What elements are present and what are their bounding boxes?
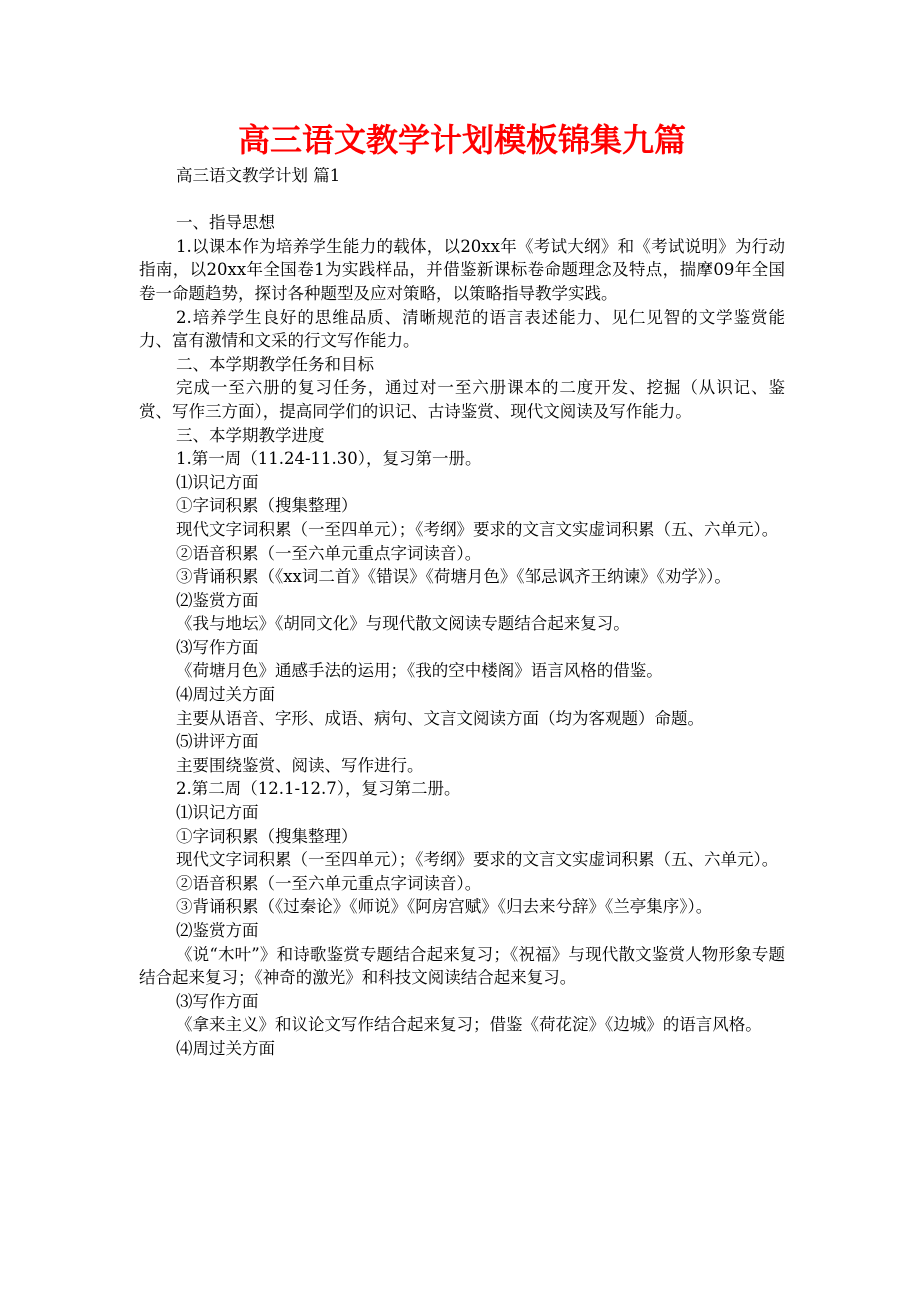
paragraph: ⑵鉴赏方面 <box>176 590 259 610</box>
document-body <box>139 211 785 1060</box>
paragraph: 一、指导思想 <box>176 213 275 233</box>
paragraph: 现代文字词积累（一至四单元）；《考纲》要求的文言文实虚词积累（五、六单元）。 <box>176 850 779 870</box>
paragraph: ②语音积累（一至六单元重点字词读音）。 <box>176 873 482 893</box>
paragraph: ③背诵积累（《xx词二首》《错误》《荷塘月色》《邹忌讽齐王纳谏》《劝学》）。 <box>176 567 731 587</box>
paragraph: ⑷周过关方面 <box>176 1038 275 1058</box>
paragraph: ①字词积累（搜集整理） <box>176 496 358 516</box>
paragraph: 主要从语音、字形、成语、病句、文言文阅读方面（均为客观题）命题。 <box>176 708 704 728</box>
paragraph: 现代文字词积累（一至四单元）；《考纲》要求的文言文实虚词积累（五、六单元）。 <box>176 519 779 539</box>
document-subtitle: 高三语文教学计划 篇1 <box>176 166 341 185</box>
paragraph: ⑶写作方面 <box>176 637 259 657</box>
paragraph: 《说“木叶”》和诗歌鉴赏专题结合起来复习；《祝福》与现代散文鉴赏人物形象专题结合起来复习；《神奇的激光》和科技文阅读结合起来复习。 <box>139 944 785 988</box>
paragraph: ⑸讲评方面 <box>176 732 259 752</box>
paragraph: 2.第二周（12.1-12.7），复习第二册。 <box>176 779 461 799</box>
paragraph: ③背诵积累（《过秦论》《师说》《阿房宫赋》《归去来兮辞》《兰亭集序》）。 <box>176 897 713 917</box>
paragraph: 主要围绕鉴赏、阅读、写作进行。 <box>176 755 424 775</box>
paragraph: ⑴识记方面 <box>176 803 259 823</box>
paragraph: ⑵鉴赏方面 <box>176 921 259 940</box>
paragraph: ⑴识记方面 <box>176 472 259 492</box>
document-title: 高三语文教学计划模板锦集九篇 <box>237 121 686 159</box>
paragraph: 三、本学期教学进度 <box>176 425 325 445</box>
paragraph: 1.第一周（11.24-11.30），复习第一册。 <box>176 449 482 469</box>
paragraph: ⑷周过关方面 <box>176 685 275 705</box>
paragraph: ⑶写作方面 <box>176 991 259 1011</box>
paragraph: ①字词积累（搜集整理） <box>176 826 358 846</box>
paragraph: 《我与地坛》《胡同文化》与现代散文阅读专题结合起来复习。 <box>176 614 630 634</box>
paragraph: ②语音积累（一至六单元重点字词读音）。 <box>176 543 482 563</box>
paragraph: 《拿来主义》和议论文写作结合起来复习；借鉴《荷花淀》《边城》的语言风格。 <box>176 1015 762 1035</box>
paragraph: 1.以课本作为培养学生能力的载体，以20xx年《考试大纲》和《考试说明》为行动指南，以20xx年全国卷1为实践样品，并借鉴新课标卷命题理念及特点，揣摩09年全国卷一命题趋势，探讨各种题型及应对策略，以策略指导教学实践。 <box>139 236 785 303</box>
paragraph: 2.培养学生良好的思维品质、清晰规范的语言表述能力、见仁见智的文学鉴赏能力、富有激情和文采的行文写作能力。 <box>139 307 785 351</box>
document-page <box>139 118 785 1061</box>
paragraph: 二、本学期教学任务和目标 <box>176 354 374 374</box>
paragraph: 完成一至六册的复习任务，通过对一至六册课本的二度开发、挖掘（从识记、鉴赏、写作三方面），提高同学们的识记、古诗鉴赏、现代文阅读及写作能力。 <box>139 378 785 421</box>
paragraph: 《荷塘月色》通感手法的运用；《我的空中楼阁》语言风格的借鉴。 <box>176 661 663 681</box>
